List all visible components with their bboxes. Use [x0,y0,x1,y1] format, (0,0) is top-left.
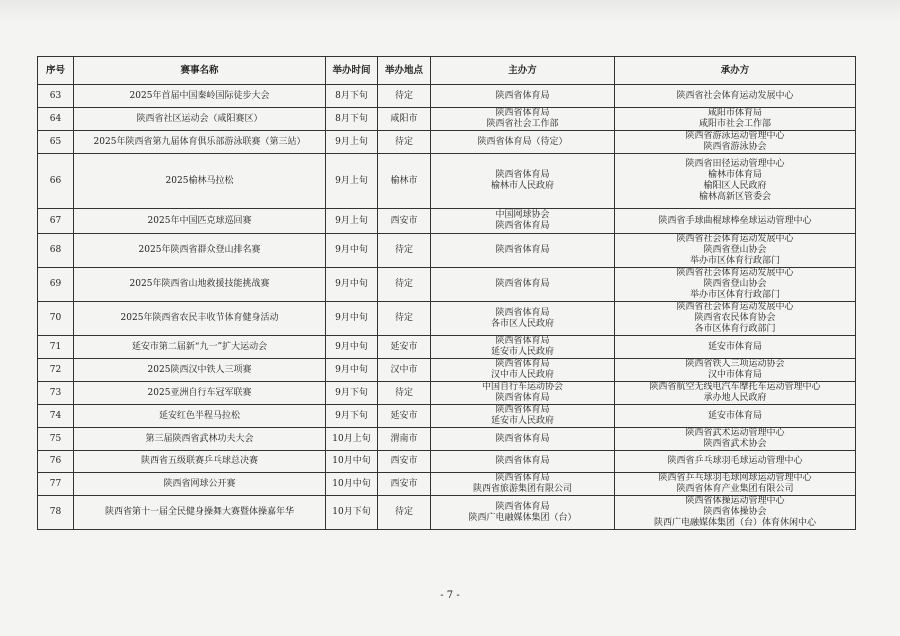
host-line: 延安市人民政府 [490,416,554,426]
organizer-line: 陕西省农民体育协会 [694,313,776,323]
host-line: 陕西省体育局 [495,221,550,231]
cell-organizer [615,268,856,302]
cell-place: 待定 [378,268,431,302]
organizer-line: 汉中市体育局 [707,370,762,380]
cell-host [431,154,615,209]
host-line: 陕西省体育局 [495,307,550,318]
cell-no: 68 [38,234,74,268]
organizer-line: 陕西省手球曲棍球棒垒球运动管理中心 [658,215,812,226]
host-line: 陕西省旅游集团有限公司 [472,484,572,494]
table-row [38,108,856,131]
organizer-line: 榆林高新区管委会 [698,192,771,202]
cell-organizer [615,405,856,428]
organizer-line: 陕西省乒乓球羽毛球网球运动管理中心 [658,473,812,483]
organizer-line: 陕西省社会体育运动发展中心 [676,268,794,278]
host-line: 陕西省体育局 [495,359,550,369]
cell-time: 9月下旬 [326,405,378,428]
cell-organizer [615,209,856,234]
cell-place: 西安市 [378,473,431,496]
header-event-name: 赛事名称 [74,57,326,85]
cell-place: 待定 [378,302,431,336]
organizer-line: 延安市体育局 [707,410,762,421]
cell-event-name: 2025年陕西省山地救援技能挑战赛 [74,268,326,302]
host-line: 陕西省体育局 [495,108,550,118]
cell-event-name: 2025年中国匹克球巡回赛 [74,209,326,234]
cell-event-name: 陕西省第十一届全民健身操舞大赛暨体操嘉年华 [74,496,326,530]
organizer-line: 陕西省体操运动管理中心 [685,496,785,506]
page-number: - 7 - [440,590,460,601]
cell-no: 78 [38,496,74,530]
cell-no: 71 [38,336,74,359]
cell-organizer [615,302,856,336]
cell-organizer [615,473,856,496]
organizer-line: 陕西广电融媒体集团（台）体育休闲中心 [653,518,816,528]
table-row [38,359,856,382]
cell-time: 9月下旬 [326,382,378,405]
host-line: 陕西省体育局（待定） [477,136,568,147]
cell-place: 待定 [378,496,431,530]
organizer-line: 陕西省乒乓球羽毛球运动管理中心 [667,456,803,466]
cell-place: 待定 [378,382,431,405]
cell-time: 9月中旬 [326,359,378,382]
cell-event-name: 延安红色半程马拉松 [74,405,326,428]
organizer-line: 承办地人民政府 [703,393,767,403]
cell-event-name: 陕西省社区运动会（咸阳赛区） [74,108,326,131]
cell-event-name: 2025年首届中国秦岭国际徒步大会 [74,85,326,108]
cell-organizer [615,428,856,451]
host-line: 榆林市人民政府 [490,181,554,191]
cell-event-name: 2025陕西汉中铁人三项赛 [74,359,326,382]
table-row [38,234,856,268]
table-header-row [38,57,856,85]
organizer-line: 陕西省游泳协会 [703,142,767,152]
table-row [38,336,856,359]
scan-top-edge [0,0,900,22]
header-time: 举办时间 [326,57,378,85]
cell-organizer [615,234,856,268]
cell-no: 66 [38,154,74,209]
cell-host [431,496,615,530]
host-line: 陕西省体育局 [495,336,550,346]
cell-organizer [615,154,856,209]
host-line: 陕西省体育局 [495,433,550,444]
table-row [38,154,856,209]
organizer-line: 陕西省社会体育运动发展中心 [676,234,794,244]
cell-no: 69 [38,268,74,302]
host-line: 陕西省体育局 [495,245,550,255]
cell-no: 73 [38,382,74,405]
cell-place: 延安市 [378,405,431,428]
cell-no: 72 [38,359,74,382]
cell-organizer [615,359,856,382]
host-line: 陕西省体育局 [495,170,550,180]
host-line: 陕西省体育局 [495,473,550,483]
organizer-line: 陕西省航空无线电汽车摩托车运动管理中心 [649,382,821,392]
host-line: 陕西省体育局 [495,393,550,403]
organizer-line: 陕西省铁人三项运动协会 [685,359,785,369]
table-row [38,209,856,234]
organizer-line: 举办市区体育行政部门 [689,256,780,266]
cell-no: 67 [38,209,74,234]
host-line: 各市区人民政府 [490,318,554,329]
host-line: 陕西省社会工作部 [486,119,559,129]
table-row [38,302,856,336]
organizer-line: 榆阳区人民政府 [703,181,767,191]
cell-no: 65 [38,131,74,154]
organizer-line: 陕西省体育产业集团有限公司 [676,484,794,494]
table-row [38,428,856,451]
cell-host [431,473,615,496]
cell-host [431,428,615,451]
cell-host [431,234,615,268]
cell-time: 9月上旬 [326,131,378,154]
cell-place: 汉中市 [378,359,431,382]
cell-event-name: 陕西省五级联赛乒乓球总决赛 [74,451,326,473]
table-row [38,268,856,302]
cell-place: 西安市 [378,209,431,234]
host-line: 中国网球协会 [495,210,550,220]
cell-place: 待定 [378,85,431,108]
organizer-line: 延安市体育局 [707,341,762,352]
cell-host [431,85,615,108]
cell-place: 咸阳市 [378,108,431,131]
cell-place: 延安市 [378,336,431,359]
table-row [38,85,856,108]
header-place: 举办地点 [378,57,431,85]
host-line: 汉中市人民政府 [490,370,554,380]
organizer-line: 陕西省游泳运动管理中心 [685,131,785,141]
organizer-line: 咸阳市社会工作部 [698,119,771,129]
table-row [38,451,856,473]
table-row [38,405,856,428]
organizer-line: 陕西省登山协会 [703,279,767,289]
cell-time: 8月下旬 [326,108,378,131]
cell-time: 8月下旬 [326,85,378,108]
host-line: 延安市人民政府 [490,347,554,357]
cell-host [431,209,615,234]
cell-time: 9月上旬 [326,209,378,234]
table-row [38,496,856,530]
cell-time: 9月中旬 [326,268,378,302]
host-line: 陕西省体育局 [495,456,550,466]
table-row [38,131,856,154]
organizer-line: 咸阳市体育局 [707,108,762,118]
organizer-line: 陕西省社会体育运动发展中心 [676,90,794,101]
cell-no: 70 [38,302,74,336]
host-line: 陕西广电融媒体集团（台） [468,512,577,523]
cell-event-name: 2025榆林马拉松 [74,154,326,209]
cell-event-name: 2025年陕西省群众登山排名赛 [74,234,326,268]
cell-no: 63 [38,85,74,108]
cell-time: 9月中旬 [326,234,378,268]
cell-time: 10月中旬 [326,451,378,473]
host-line: 陕西省体育局 [495,405,550,415]
cell-place: 待定 [378,234,431,268]
cell-organizer [615,85,856,108]
organizer-line: 各市区体育行政部门 [694,324,776,334]
cell-organizer [615,336,856,359]
cell-time: 9月中旬 [326,302,378,336]
cell-time: 9月中旬 [326,336,378,359]
events-schedule-table [37,56,856,530]
organizer-line: 陕西省社会体育运动发展中心 [676,302,794,312]
header-host: 主办方 [431,57,615,85]
cell-host [431,108,615,131]
cell-event-name: 2025年陕西省农民丰收节体育健身活动 [74,302,326,336]
cell-time: 10月下旬 [326,496,378,530]
cell-time: 9月上旬 [326,154,378,209]
cell-organizer [615,451,856,473]
cell-no: 75 [38,428,74,451]
cell-host [431,405,615,428]
organizer-line: 陕西省武术协会 [703,439,767,449]
cell-host [431,359,615,382]
cell-place: 榆林市 [378,154,431,209]
cell-organizer [615,382,856,405]
cell-organizer [615,496,856,530]
cell-event-name: 2025亚洲自行车冠军联赛 [74,382,326,405]
table-row [38,473,856,496]
cell-event-name: 2025年陕西省第九届体育俱乐部游泳联赛（第三站） [74,131,326,154]
cell-no: 76 [38,451,74,473]
header-no: 序号 [38,57,74,85]
cell-no: 64 [38,108,74,131]
cell-host [431,131,615,154]
cell-event-name: 第三届陕西省武林功夫大会 [74,428,326,451]
cell-host [431,451,615,473]
cell-event-name: 陕西省网球公开赛 [74,473,326,496]
organizer-line: 陕西省武术运动管理中心 [685,428,785,438]
cell-host [431,268,615,302]
cell-organizer [615,108,856,131]
cell-host [431,382,615,405]
cell-no: 74 [38,405,74,428]
organizer-line: 陕西省体操协会 [703,507,767,517]
cell-host [431,336,615,359]
host-line: 陕西省体育局 [495,501,550,512]
cell-no: 77 [38,473,74,496]
header-organizer: 承办方 [615,57,856,85]
cell-event-name: 延安市第二届新“九一”扩大运动会 [74,336,326,359]
organizer-line: 陕西省登山协会 [703,245,767,255]
cell-time: 10月中旬 [326,473,378,496]
host-line: 陕西省体育局 [495,90,550,101]
cell-place: 待定 [378,131,431,154]
cell-time: 10月上旬 [326,428,378,451]
organizer-line: 举办市区体育行政部门 [689,290,780,300]
organizer-line: 陕西省田径运动管理中心 [685,159,785,169]
cell-organizer [615,131,856,154]
table-row [38,382,856,405]
host-line: 中国自行车运动协会 [481,382,563,392]
organizer-line: 榆林市体育局 [707,170,762,180]
host-line: 陕西省体育局 [495,279,550,289]
cell-host [431,302,615,336]
cell-place: 渭南市 [378,428,431,451]
cell-place: 西安市 [378,451,431,473]
